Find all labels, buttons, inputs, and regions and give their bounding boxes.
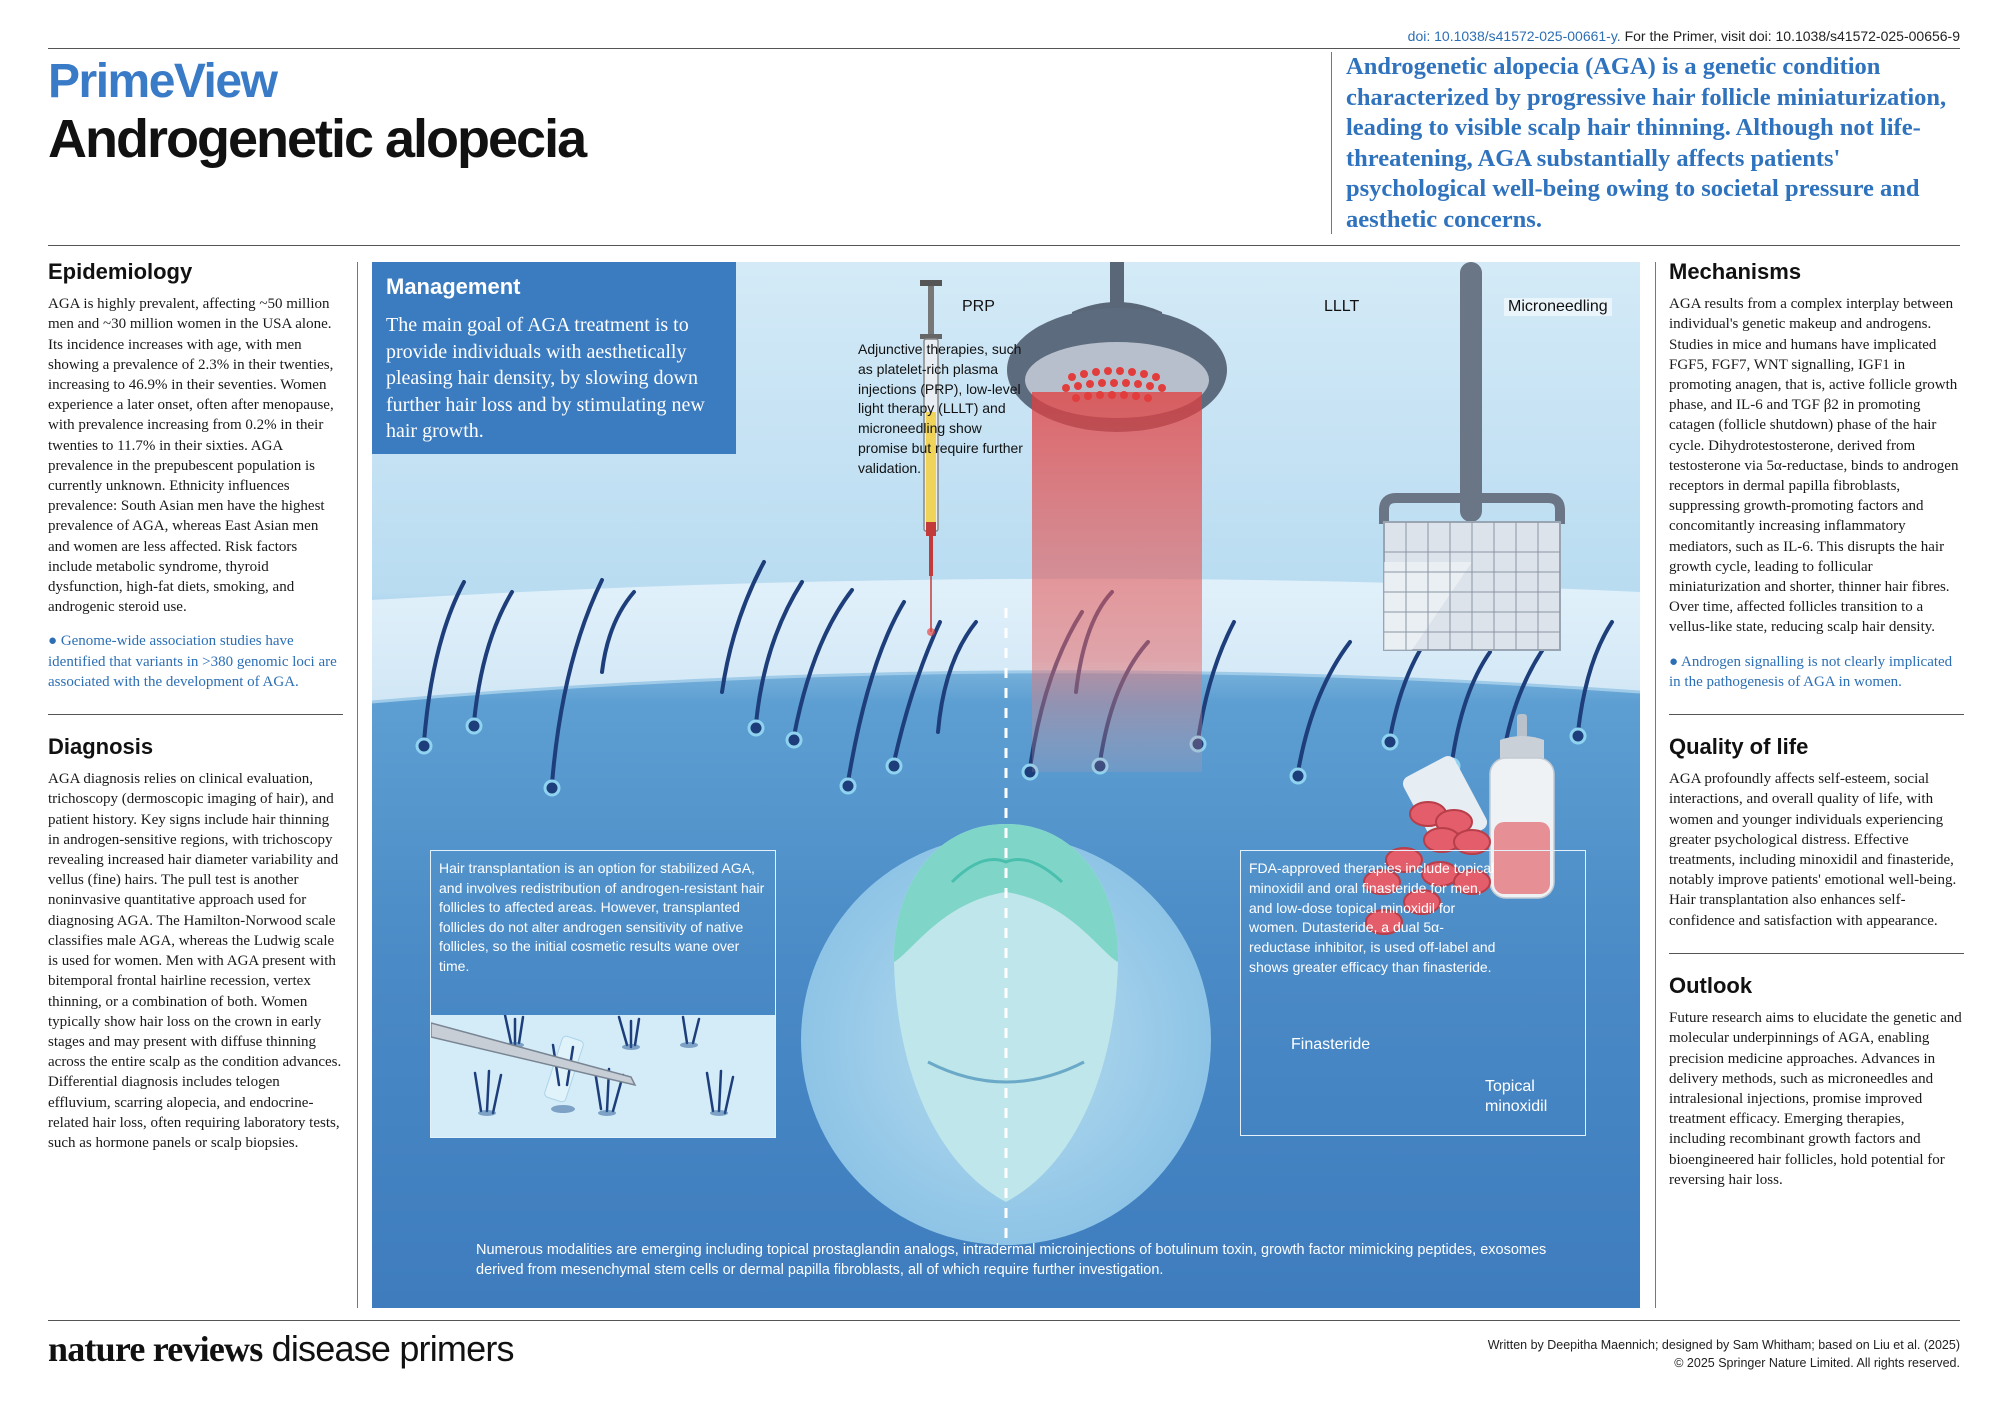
right-divider — [1655, 262, 1656, 1308]
doi-primer-text: For the Primer, visit doi: 10.1038/s41572-025-00656-9 — [1620, 28, 1960, 44]
minoxidil-label — [1485, 1077, 1547, 1117]
finasteride-label: Finasteride — [1291, 1036, 1371, 1053]
section-rule — [48, 714, 343, 715]
intro-summary: Androgenetic alopecia (AGA) is a genetic condition characterized by progressive hair follicle miniaturization, leading to visible scalp hair thinning. Although not life-threatening, AGA substantially affects patients' psychological well-being owing to societal pressure and aesthetic concerns. — [1346, 53, 1947, 233]
series-brand: PrimeView — [48, 55, 277, 108]
author-credit: Written by Deepitha Maennich; designed by Sam Whitham; based on Liu et al. (2025) — [1487, 1338, 1960, 1352]
doi-article-link[interactable]: doi: 10.1038/s41572-025-00661-y. — [1407, 28, 1621, 44]
mechanisms-body: AGA results from a complex interplay between individual's genetic makeup and androgens. Studies in mice and humans have implicated FGF5, FGF7, WNT signalling, IGF1 in promoting anagen, that is, active follicle growth phase, and IL-6 and TGF β2 in promoting catagen (follicle shutdown) phase of the hair cycle. Dihydrotestosterone, derived from testosterone via 5α-reductase, binds to androgen receptors in dermal papilla fibroblasts, suppressing growth-promoting factors and concomitantly increasing inflammatory mediators, such as IL-6. This disrupts the hair growth cycle, leading to follicular miniaturization and shorter, thinner hair fibres. Over time, affected follicles transition to a vellus-like state, reducing scalp hair density. — [1669, 296, 1959, 636]
journal-logo-bold: nature reviews — [48, 1329, 263, 1369]
management-body: The main goal of AGA treatment is to provide individuals with aesthetically pleasing hair density, by slowing down further hair loss and by stimulating new hair growth. — [386, 314, 705, 442]
copyright: © 2025 Springer Nature Limited. All rights reserved. — [1674, 1356, 1960, 1370]
mechanisms-section — [1669, 259, 1964, 692]
microneedling-roller — [1384, 262, 1560, 650]
epidemiology-heading: Epidemiology — [48, 259, 193, 284]
quality-of-life-heading: Quality of life — [1669, 734, 1809, 760]
emerging-modalities-text: Numerous modalities are emerging including topical prostaglandin analogs, intradermal microinjections of botulinum toxin, growth factor mimicking peptides, exosomes derived from mesenchymal stem cells or dermal papilla fibroblasts, all of which require further investigation. — [476, 1242, 1547, 1278]
hair-transplant-box — [430, 850, 776, 1138]
management-panel — [372, 262, 1640, 1308]
lllt-label: LLLT — [1324, 298, 1360, 315]
left-column — [48, 259, 343, 1153]
journal-logo-light: disease primers — [262, 1328, 514, 1369]
header-bottom-rule — [48, 245, 1960, 246]
credits — [1488, 1336, 1960, 1372]
minoxidil-label-line2: minoxidil — [1485, 1098, 1548, 1115]
fda-therapies-box — [1240, 850, 1586, 1136]
transplant-illustration — [431, 1015, 776, 1138]
top-rule — [48, 48, 1960, 49]
header-divider — [1331, 52, 1332, 234]
page-title: Androgenetic alopecia — [48, 109, 586, 169]
right-column — [1669, 259, 1964, 1190]
doi-line — [1408, 28, 1960, 44]
quality-of-life-body: AGA profoundly affects self-esteem, social interactions, and overall quality of life, with women and younger individuals experiencing greater psychological distress. Effective treatments, including minoxidil and finasteride, notably improve patients' emotional well-being. Hair transplantation also enhances self-confidence and satisfaction with appearance. — [1669, 771, 1957, 929]
section-rule — [1669, 714, 1964, 715]
diagnosis-section — [48, 734, 343, 1153]
fda-therapies-text: FDA-approved therapies include topical minoxidil and oral finasteride for men, and low-dose topical minoxidil for women. Dutasteride, a dual 5α-reductase inhibitor, is used off-label and shows greater efficacy than finasteride. — [1249, 860, 1496, 975]
microneedling-label: Microneedling — [1504, 298, 1612, 316]
mechanisms-heading: Mechanisms — [1669, 259, 1802, 284]
management-heading: Management — [386, 274, 521, 299]
journal-logo — [48, 1328, 514, 1370]
hair-transplant-text: Hair transplantation is an option for stabilized AGA, and involves redistribution of androgen-resistant hair follicles to affected areas. However, transplanted follicles do not alter androgen sensitivity of native follicles, so the initial cosmetic results wane over time. — [439, 860, 765, 974]
outlook-body: Future research aims to elucidate the genetic and molecular underpinnings of AGA, enabling precision medicine approaches. Advances in delivery methods, such as microneedles and intralesional injections, promise improved treatment efficacy. Emerging therapies, including recombinant growth factors and bioengineered hair follicles, hold potential for reversing hair loss. — [1669, 1010, 1962, 1188]
outlook-heading: Outlook — [1669, 972, 1753, 998]
epidemiology-section — [48, 259, 343, 692]
adjunctive-therapies-text: Adjunctive therapies, such as platelet-rich plasma injections (PRP), low-level light therapy (LLLT) and microneedling show promise but require further validation. — [858, 341, 1023, 476]
left-divider — [357, 262, 358, 1308]
lllt-lamp — [1007, 262, 1227, 772]
diagnosis-heading: Diagnosis — [48, 734, 154, 760]
diagnosis-body: AGA diagnosis relies on clinical evaluation, trichoscopy (dermoscopic imaging of hair), and patient history. Key signs include hair thinning in androgen-sensitive regions, with trichoscopy revealing increased hair diameter variability and vellus (fine) hairs. The pull test is another noninvasive quantitative approach used for diagnosing AGA. The Hamilton-Norwood scale classifies male AGA, whereas the Ludwig scale is used for women. Men with AGA present with bitemporal frontal hairline recession, vertex thinning, or a combination of both. Women typically show hair loss on the crown in early stages and may present with diffuse thinning across the entire scalp as the condition advances. Differential diagnosis includes telogen effluvium, scarring alopecia, and endocrine-related hair loss, often requiring laboratory tests, such as hormone panels or scalp biopsies. — [48, 771, 342, 1151]
quality-of-life-section — [1669, 734, 1964, 931]
section-rule — [1669, 953, 1964, 954]
prp-label: PRP — [962, 298, 995, 315]
management-box — [372, 262, 736, 454]
minoxidil-label-line1: Topical — [1485, 1078, 1535, 1095]
outlook-section — [1669, 972, 1964, 1190]
epidemiology-highlight: ● Genome-wide association studies have identified that variants in >380 genomic loci are associated with the development of AGA. — [48, 631, 343, 692]
footer-rule — [48, 1320, 1960, 1321]
mechanisms-highlight: ● Androgen signalling is not clearly implicated in the pathogenesis of AGA in women. — [1669, 652, 1964, 692]
epidemiology-body: AGA is highly prevalent, affecting ~50 million men and ~30 million women in the USA alone. Its incidence increases with age, with men showing a prevalence of 2.3% in their twenties, increasing to 46.9% in their seventies. Women experience a later onset, often after menopause, with prevalence increasing from 0.2% in their twenties to 11.7% in their sixties. AGA prevalence in the prepubescent population is currently unknown. Ethnicity influences prevalence: South Asian men have the highest prevalence of AGA, whereas East Asian men and women are less affected. Risk factors include metabolic syndrome, thyroid dysfunction, high-fat diets, smoking, and androgenic steroid use. — [48, 296, 334, 616]
